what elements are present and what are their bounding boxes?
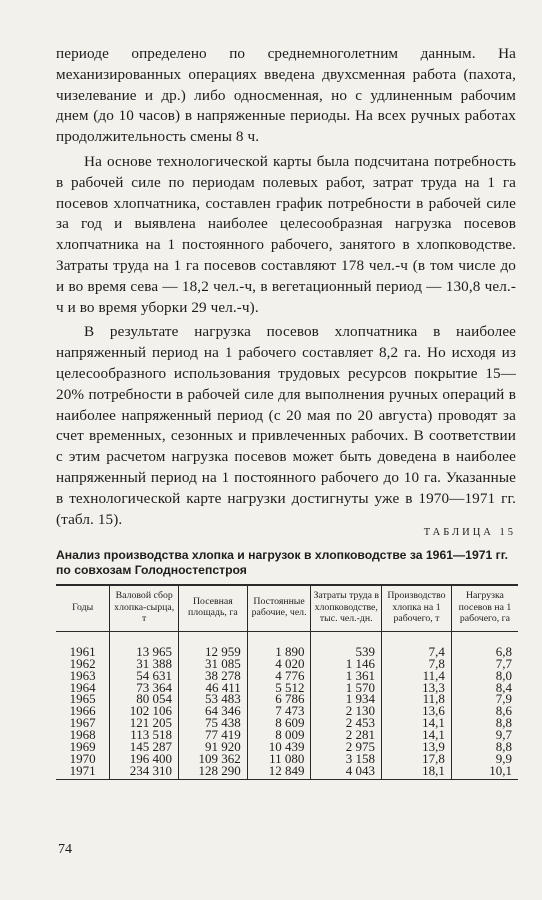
value-cell: 4 043: [311, 765, 382, 779]
header-cell: Годы: [56, 585, 110, 631]
year-cell: 1969: [69, 739, 96, 755]
value-cell: 64 346: [179, 705, 248, 717]
paragraph: периоде определено по среднемноголетним данным. На механизированных операциях введена двухсменная работа (пахота, чизелевание и др.) либо односменная, но с удлиненным рабочим днем (до 10 часов) в напряженные периоды. На всех ручных работах продолжительность смены 8 ч.: [56, 45, 516, 146]
year-cell: 1968: [69, 727, 96, 743]
production-table: [56, 584, 518, 780]
value-cell: 1 361: [311, 670, 382, 682]
value-cell: 8,6: [451, 705, 518, 717]
value-cell: 10,1: [451, 765, 518, 779]
year-cell: 1963: [69, 667, 96, 683]
value-cell: 14,1: [382, 729, 452, 741]
value-cell: 7,4: [382, 631, 452, 657]
value-cell: 2 281: [311, 729, 382, 741]
value-cell: 91 920: [179, 741, 248, 753]
value-cell: 77 419: [179, 729, 248, 741]
value-cell: 11 080: [247, 753, 311, 765]
value-cell: 234 310: [110, 765, 179, 779]
header-cell: Посевная площадь, га: [179, 585, 248, 631]
value-cell: 2 453: [311, 717, 382, 729]
paragraph: В результате нагрузка посевов хлопчатника в наиболее напряженный период на 1 рабочего составляет 8,2 га. Но исходя из целесообразного использования трудовых ресурсов покрытие 15—20% потребности в рабочей силе для выполнения ручных операций в наиболее напряженный период (с 20 мая по 20 августа) проводят за счет временных, сезонных и привлеченных рабочих. В соответствии с этим расчетом нагрузка посевов может быть доведена в наиболее напряженный период на 1 постоянного рабочего до 10 га. Указанные в технологической карте нагрузки достигнуты уже в 1970—1971 гг. (табл. 15).: [56, 323, 516, 528]
value-cell: 8 609: [247, 717, 311, 729]
value-cell: 75 438: [179, 717, 248, 729]
year-cell: 1970: [69, 750, 96, 766]
year-cell: 1967: [69, 715, 96, 731]
header-cell: Затраты труда в хлопководстве, тыс. чел.-дн.: [311, 585, 382, 631]
value-cell: 8,8: [451, 717, 518, 729]
header-cell: Валовой сбор хлопка-сырца, т: [110, 585, 179, 631]
value-cell: 53 483: [179, 693, 248, 705]
value-cell: 8,4: [451, 682, 518, 694]
paragraph: На основе технологической карты была подсчитана потребность в рабочей силе по периодам полевых работ, затрат труда на 1 га посевов хлопчатника, составлен график потребности в рабочей силе за год и выявлена наиболее целесообразная нагрузка посевов хлопчатника на 1 постоянного рабочего, занятого в хлопководстве. Затраты труда на 1 га посевов составляют 178 чел.-ч (в том числе до и во время сева — 18,2 чел.-ч, в вегетационный период — 130,8 чел.-ч и во время уборки 29 чел.-ч).: [56, 152, 516, 316]
value-cell: 1 570: [311, 682, 382, 694]
value-cell: 9,7: [451, 729, 518, 741]
header-cell: Нагрузка посевов на 1 рабочего, га: [451, 585, 518, 631]
year-cell: 1964: [69, 679, 96, 695]
value-cell: 10 439: [247, 741, 311, 753]
page-number: 74: [58, 842, 72, 857]
value-cell: 7,7: [451, 658, 518, 670]
year-cell: 1971: [56, 765, 110, 779]
value-cell: 1 146: [311, 658, 382, 670]
value-cell: 1 890: [247, 631, 311, 657]
value-cell: 128 290: [179, 765, 248, 779]
table-header-row: [56, 585, 518, 631]
value-cell: 109 362: [179, 753, 248, 765]
year-cell: 1962: [69, 655, 96, 671]
header-cell: Постоянные рабочие, чел.: [247, 585, 311, 631]
value-cell: 6 786: [247, 693, 311, 705]
year-cell: 1966: [69, 703, 96, 719]
value-cell: 2 975: [311, 741, 382, 753]
value-cell: 38 278: [179, 670, 248, 682]
value-cell: 6,8: [451, 631, 518, 657]
value-cell: 3 158: [311, 753, 382, 765]
value-cell: 5 512: [247, 682, 311, 694]
value-cell: 7,8: [382, 658, 452, 670]
year-cell: 1961: [69, 643, 96, 659]
table-row: [56, 765, 518, 779]
value-cell: 13 965: [110, 631, 179, 657]
value-cell: 7,9: [451, 693, 518, 705]
header-cell: Производство хлопка на 1 рабочего, т: [382, 585, 452, 631]
table-body: [56, 631, 518, 779]
value-cell: 121 205: [110, 717, 179, 729]
value-cell: 13,6: [382, 705, 452, 717]
value-cell: 11,8: [382, 693, 452, 705]
value-cell: 8,0: [451, 670, 518, 682]
year-cell: 1965: [69, 691, 96, 707]
table-caption: Анализ производства хлопка и нагрузок в хлопководстве за 1961—1971 гг. по совхозам Голодностепстроя: [56, 548, 508, 577]
value-cell: 4 020: [247, 658, 311, 670]
value-cell: 11,4: [382, 670, 452, 682]
body-text: [56, 44, 516, 530]
value-cell: 145 287: [110, 741, 179, 753]
value-cell: 2 130: [311, 705, 382, 717]
table-number-label: ТАБЛИЦА 15: [423, 527, 516, 538]
value-cell: 539: [311, 631, 382, 657]
value-cell: 17,8: [382, 753, 452, 765]
value-cell: 8,8: [451, 741, 518, 753]
value-cell: 196 400: [110, 753, 179, 765]
value-cell: 1 934: [311, 693, 382, 705]
value-cell: 31 388: [110, 658, 179, 670]
value-cell: 7 473: [247, 705, 311, 717]
table-row: [56, 631, 518, 657]
value-cell: 8 009: [247, 729, 311, 741]
value-cell: 80 054: [110, 693, 179, 705]
value-cell: 113 518: [110, 729, 179, 741]
value-cell: 102 106: [110, 705, 179, 717]
value-cell: 14,1: [382, 717, 452, 729]
value-cell: 4 776: [247, 670, 311, 682]
value-cell: 13,9: [382, 741, 452, 753]
value-cell: 13,3: [382, 682, 452, 694]
value-cell: 54 631: [110, 670, 179, 682]
value-cell: 9,9: [451, 753, 518, 765]
value-cell: 18,1: [382, 765, 452, 779]
value-cell: 31 085: [179, 658, 248, 670]
value-cell: 12 849: [247, 765, 311, 779]
value-cell: 46 411: [179, 682, 248, 694]
value-cell: 73 364: [110, 682, 179, 694]
value-cell: 12 959: [179, 631, 248, 657]
